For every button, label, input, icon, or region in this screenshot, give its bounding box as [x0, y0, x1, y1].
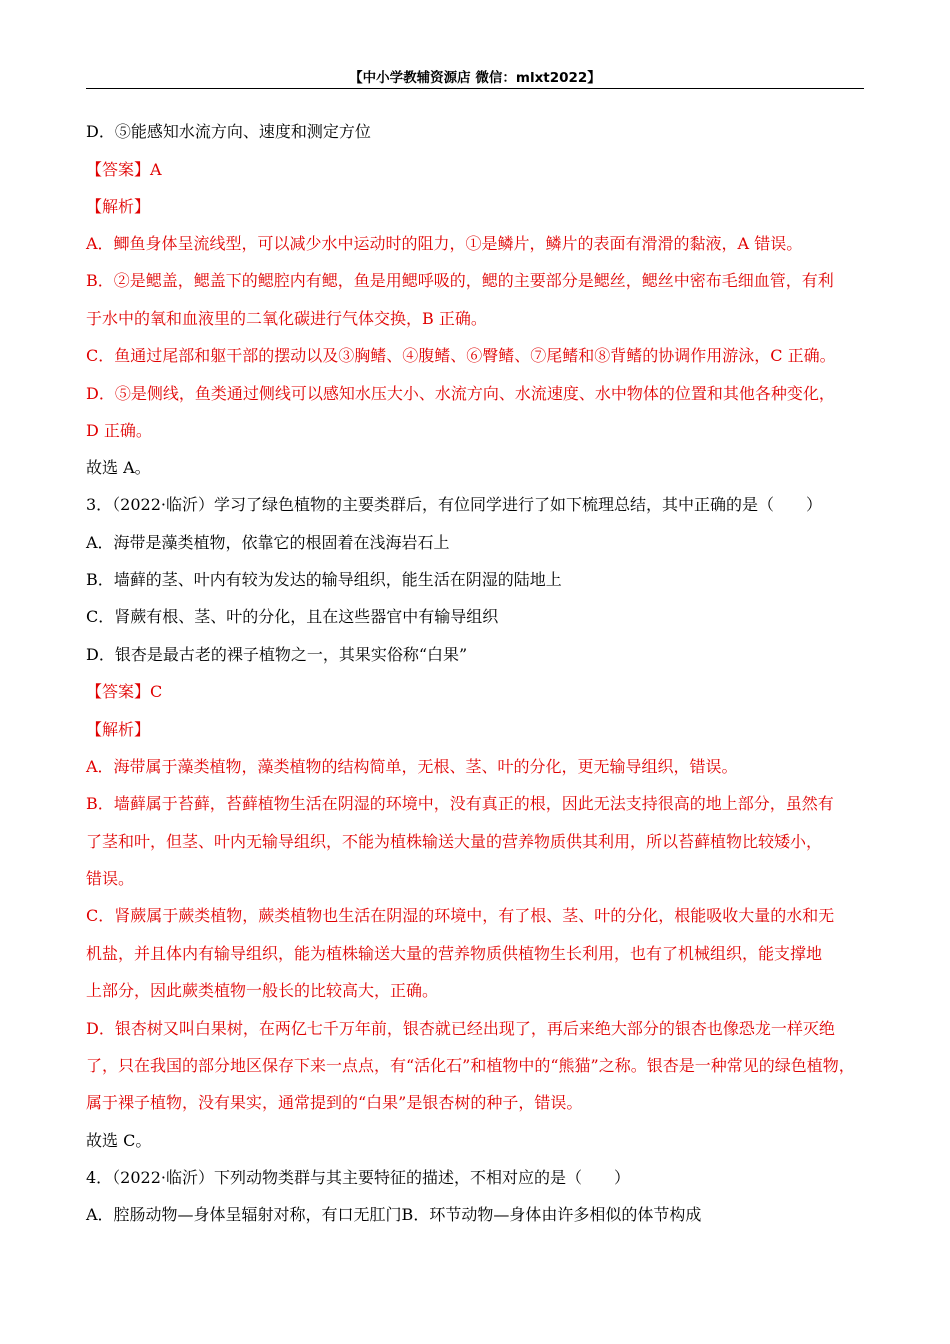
analysis-line: 机盐，并且体内有输导组织，能为植株输送大量的营养物质供植物生长利用，也有了机械组织，能支撑地 — [86, 944, 823, 963]
answer-label: 【答案】A — [86, 160, 162, 179]
option-ab: A．腔肠动物—身体呈辐射对称，有口无肛门B．环节动物—身体由许多相似的体节构成 — [86, 1205, 702, 1224]
question-stem: 4．（2022·临沂）下列动物类群与其主要特征的描述，不相对应的是（ ） — [86, 1168, 630, 1187]
analysis-label: 【解析】 — [86, 720, 151, 739]
page-header: 【中小学教辅资源店 微信：mlxt2022】 — [349, 70, 601, 86]
option-d-line: D．⑤能感知水流方向、速度和测定方位 — [86, 122, 371, 141]
analysis-line: A．海带属于藻类植物，藻类植物的结构简单，无根、茎、叶的分化，更无输导组织，错误。 — [86, 757, 738, 776]
analysis-line: D 正确。 — [86, 421, 152, 440]
analysis-line: 了茎和叶，但茎、叶内无输导组织，不能为植株输送大量的营养物质供其利用，所以苔藓植物比较矮小， — [86, 832, 823, 851]
analysis-line: 了，只在我国的部分地区保存下来一点点，有“活化石”和植物中的“熊猫”之称。银杏是一种常见的绿色植物， — [86, 1056, 855, 1075]
analysis-line: D．⑤是侧线，鱼类通过侧线可以感知水压大小、水流方向、水流速度、水中物体的位置和其他各种变化， — [86, 384, 835, 403]
option-c: C．肾蕨有根、茎、叶的分化，且在这些器官中有输导组织 — [86, 607, 499, 626]
analysis-line: B．墙藓属于苔藓，苔藓植物生活在阴湿的环境中，没有真正的根，因此无法支持很高的地上部分，虽然有 — [86, 794, 834, 813]
answer-label: 【答案】C — [86, 682, 163, 701]
analysis-line: C．鱼通过尾部和躯干部的摆动以及③胸鳍、④腹鳍、⑥臀鳍、⑦尾鳍和⑧背鳍的协调作用游泳，C 正确。 — [86, 346, 836, 365]
analysis-line: C．肾蕨属于蕨类植物，蕨类植物也生活在阴湿的环境中，有了根、茎、叶的分化，根能吸收大量的水和无 — [86, 906, 835, 925]
option-a: A．海带是藻类植物，依靠它的根固着在浅海岩石上 — [86, 533, 450, 552]
question-stem: 3．（2022·临沂）学习了绿色植物的主要类群后，有位同学进行了如下梳理总结，其中正确的是（ ） — [86, 495, 822, 514]
analysis-label: 【解析】 — [86, 197, 151, 216]
analysis-line: 属于裸子植物，没有果实，通常提到的“白果”是银杏树的种子，错误。 — [86, 1093, 583, 1112]
option-b: B．墙藓的茎、叶内有较为发达的输导组织，能生活在阴湿的陆地上 — [86, 570, 562, 589]
analysis-line: B．②是鳃盖，鳃盖下的鳃腔内有鳃，鱼是用鳃呼吸的，鳃的主要部分是鳃丝，鳃丝中密布毛细血管，有利 — [86, 271, 834, 290]
conclusion-line: 故选 A。 — [86, 458, 151, 477]
analysis-line: A．鲫鱼身体呈流线型，可以减少水中运动时的阻力，①是鳞片，鳞片的表面有滑滑的黏液，A 错误。 — [86, 234, 803, 253]
conclusion-line: 故选 C。 — [86, 1131, 152, 1150]
option-d: D．银杏是最古老的裸子植物之一，其果实俗称“白果” — [86, 645, 468, 664]
analysis-line: 上部分，因此蕨类植物一般长的比较高大，正确。 — [86, 981, 439, 1000]
analysis-line: 于水中的氧和血液里的二氧化碳进行气体交换，B 正确。 — [86, 309, 487, 328]
header-divider — [86, 88, 864, 89]
analysis-line: 错误。 — [86, 869, 135, 888]
analysis-line: D．银杏树又叫白果树，在两亿七千万年前，银杏就已经出现了，再后来绝大部分的银杏也像恐龙一样灭绝 — [86, 1019, 835, 1038]
